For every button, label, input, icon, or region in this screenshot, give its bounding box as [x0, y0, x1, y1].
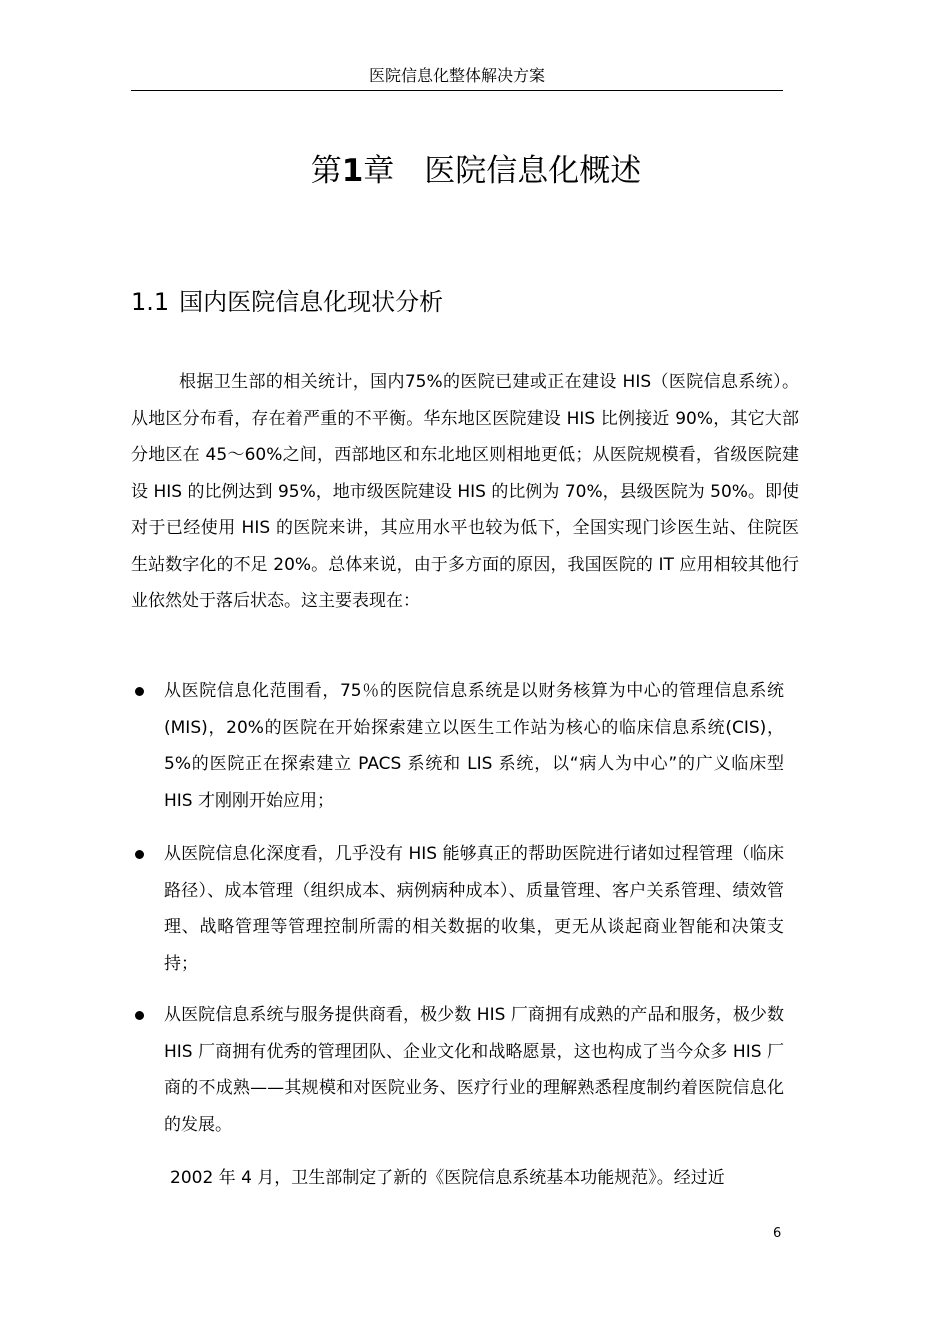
running-header: 医院信息化整体解决方案 — [368, 66, 545, 85]
bullet-icon — [135, 687, 144, 696]
list-item-text: 从医院信息化范围看，75％的医院信息系统是以财务核算为中心的管理信息系统(MIS)，20%的医院在开始探索建立以医生工作站为核心的临床信息系统(CIS)，5%的医院正在探索建立 PACS 系统和 LIS 系统，以“病人为中心”的广义临床型 HIS 才刚刚开始应用； — [164, 681, 784, 811]
header-divider — [131, 90, 783, 91]
section-heading-text: 国内医院信息化现状分析 — [179, 288, 444, 316]
chapter-heading-text: 医院信息化概述 — [424, 153, 642, 189]
list-item — [131, 836, 799, 982]
page-number: 6 — [773, 1226, 782, 1241]
chapter-suffix: 章 — [363, 153, 395, 189]
chapter-prefix: 第 — [310, 153, 342, 189]
list-item-text: 从医院信息系统与服务提供商看，极少数 HIS 厂商拥有成熟的产品和服务，极少数 HIS 厂商拥有优秀的管理团队、企业文化和战略愿景，这也构成了当今众多 HIS 厂商的不成熟——其规模和对医院业务、医疗行业的理解熟悉程度制约着医院信息化的发展。 — [164, 1005, 784, 1135]
section-title — [131, 282, 443, 322]
closing-paragraph: 2002 年 4 月，卫生部制定了新的《医院信息系统基本功能规范》。经过近 — [170, 1168, 725, 1188]
section-number: 1.1 — [131, 288, 170, 316]
intro-paragraph: 根据卫生部的相关统计，国内75%的医院已建或正在建设 HIS（医院信息系统）。从地区分布看，存在着严重的不平衡。华东地区医院建设 HIS 比例接近 90%，其它大部分地区在 45～60%之间，西部地区和东北地区则相地更低；从医院规模看，省级医院建设 HIS 的比例达到 95%，地市级医院建设 HIS 的比例为 70%，县级医院为 50%。即使对于已经使用 HIS 的医院来讲，其应用水平也较为低下，全国实现门诊医生站、住院医生站数字化的不足 20%。总体来说，由于多方面的原因，我国医院的 IT 应用相较其他行业依然处于落后状态。这主要表现在： — [131, 372, 799, 611]
list-item — [131, 997, 799, 1143]
bullet-icon — [135, 1011, 144, 1020]
chapter-title — [131, 148, 821, 194]
chapter-number: 1 — [341, 153, 364, 189]
bullet-icon — [135, 850, 144, 859]
list-item — [131, 673, 799, 819]
list-item-text: 从医院信息化深度看，几乎没有 HIS 能够真正的帮助医院进行诸如过程管理（临床路径）、成本管理（组织成本、病例病种成本）、质量管理、客户关系管理、绩效管理、战略管理等管理控制所需的相关数据的收集，更无从谈起商业智能和决策支持； — [164, 844, 784, 974]
